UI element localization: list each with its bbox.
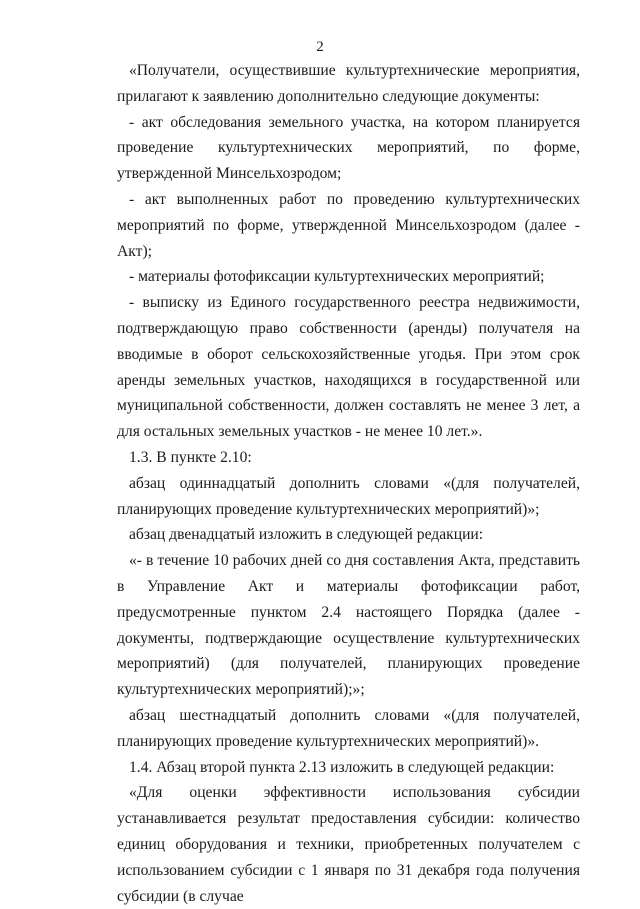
paragraph-result-indicator: «Для оценки эффективности использования субсидии устанавливается результат предоставления субсидии: количество единиц оборудования и техники, приобретенных получателем с использованием субсидии с 1 января по 31 декабря года получения субсидии (в случае — [117, 784, 580, 905]
page-number: 2 — [316, 39, 324, 55]
paragraph-survey-act: - акт обследования земельного участка, на котором планируется проведение культуртехнических мероприятий, по форме, утвержденной Минсельхозродом; — [117, 113, 580, 183]
paragraph-completed-works-act: - акт выполненных работ по проведению культуртехнических мероприятий по форме, утвержденной Минсельхозродом (далее - Акт); — [117, 190, 580, 260]
paragraph-photo-materials: - материалы фотофиксации культуртехнических мероприятий; — [129, 268, 545, 286]
paragraph-registry-extract: - выписку из Единого государственного реестра недвижимости, подтверждающую право собственности (аренды) получателя на вводимые в оборот сельскохозяйственные угодья. При этом срок аренды земельных участков, находящихся в государственной или муниципальной собственности, должен составлять не менее 3 лет, а для остальных земельных участков - не менее 10 лет.». — [117, 294, 580, 441]
paragraph-abzac-12: абзац двенадцатый изложить в следующей редакции: — [129, 526, 484, 544]
paragraph-clause-1-4: 1.4. Абзац второй пункта 2.13 изложить в следующей редакции: — [129, 758, 555, 776]
paragraph-recipients-intro: «Получатели, осуществившие культуртехнические мероприятия, прилагают к заявлению дополнительно следующие документы: — [117, 62, 580, 105]
paragraph-clause-1-3: 1.3. В пункте 2.10: — [129, 448, 252, 466]
paragraph-abzac-16: абзац шестнадцатый дополнить словами «(для получателей, планирующих проведение культуртехнических мероприятий)». — [117, 706, 580, 750]
paragraph-abzac-12-text: «- в течение 10 рабочих дней со дня составления Акта, представить в Управление Акт и материалы фотофиксации работ, предусмотренные пунктом 2.4 настоящего Порядка (далее - документы, подтверждающие осуществление культуртехнических мероприятий) (для получателей, планирующих проведение культуртехнических мероприятий);»; — [117, 552, 580, 699]
document-body — [117, 58, 580, 909]
paragraph-abzac-11: абзац одиннадцатый дополнить словами «(для получателей, планирующих проведение культуртехнических мероприятий)»; — [117, 474, 580, 518]
